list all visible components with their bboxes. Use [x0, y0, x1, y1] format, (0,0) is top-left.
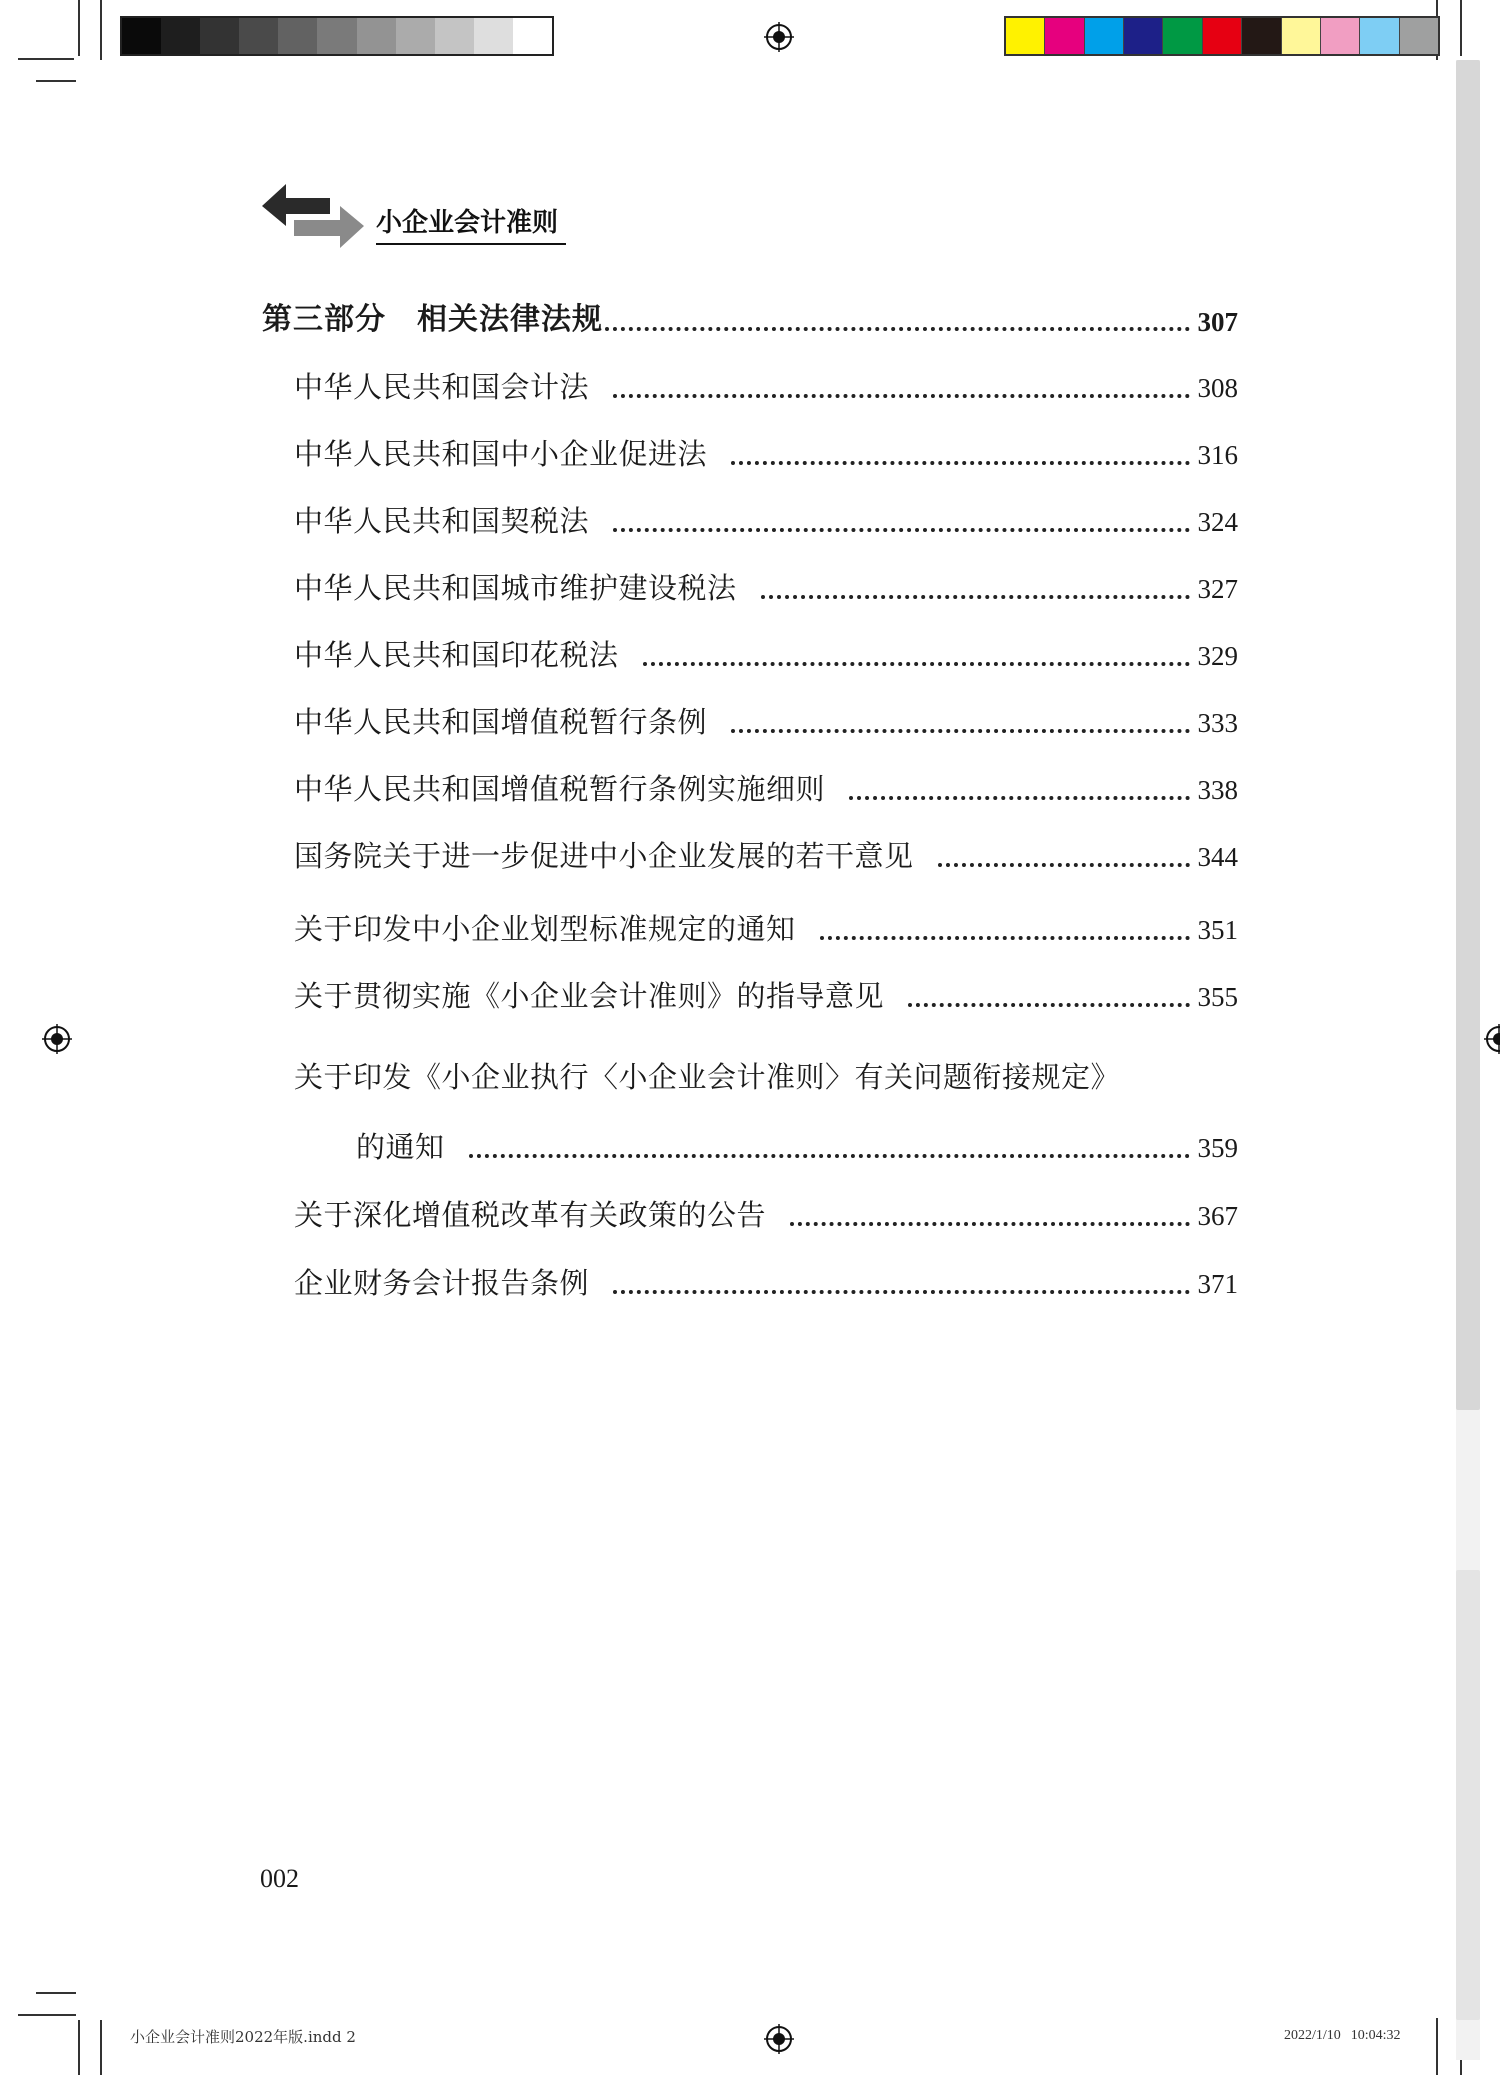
crop-mark — [100, 2020, 102, 2075]
color-swatch — [1282, 18, 1321, 54]
toc-entry-title: 中华人民共和国增值税暂行条例 — [294, 705, 708, 739]
toc-page-number: 308 — [1197, 373, 1238, 404]
crop-mark — [36, 80, 76, 82]
toc-entry[interactable] — [294, 1266, 1238, 1301]
gray-swatch — [161, 18, 200, 54]
gray-swatch — [357, 18, 396, 54]
toc-page-number: 333 — [1197, 708, 1238, 739]
double-arrow-icon — [258, 180, 368, 252]
color-swatch — [1400, 18, 1438, 54]
toc-leader-dots — [613, 394, 1189, 398]
toc-leader-dots — [643, 662, 1190, 666]
toc-entry[interactable] — [294, 979, 1238, 1014]
running-header-title: 小企业会计准则 — [376, 202, 566, 245]
toc-page-number: 367 — [1197, 1201, 1238, 1232]
color-swatch — [1124, 18, 1163, 54]
toc-entry-title: 关于深化增值税改革有关政策的公告 — [294, 1198, 767, 1232]
toc-entry-title: 中华人民共和国印花税法 — [294, 638, 619, 672]
scrollbar-thumb[interactable] — [1456, 60, 1480, 1410]
color-swatch — [1085, 18, 1124, 54]
toc-entry-title-line1: 关于印发《小企业执行〈小企业会计准则〉有关问题衔接规定》 — [294, 1060, 1121, 1094]
toc-page-number: 351 — [1197, 915, 1238, 946]
gray-swatch — [200, 18, 239, 54]
toc-page-number: 371 — [1197, 1269, 1238, 1300]
toc-entry[interactable] — [294, 638, 1238, 673]
toc-leader-dots — [820, 936, 1190, 940]
gray-swatch — [513, 18, 552, 54]
toc-entry[interactable] — [294, 912, 1238, 947]
gray-swatch — [122, 18, 161, 54]
gray-swatch — [278, 18, 317, 54]
toc-page-number: 327 — [1197, 574, 1238, 605]
toc-leader-dots — [790, 1222, 1189, 1226]
toc-leader-dots — [938, 863, 1190, 867]
toc-leader-dots — [849, 796, 1189, 800]
toc-entry-title: 中华人民共和国增值税暂行条例实施细则 — [294, 772, 826, 806]
crop-mark — [18, 58, 74, 60]
toc-page-number: 338 — [1197, 775, 1238, 806]
color-swatch — [1242, 18, 1281, 54]
toc-entry-title: 中华人民共和国中小企业促进法 — [294, 437, 708, 471]
toc-page-number: 359 — [1197, 1133, 1238, 1164]
color-swatch — [1006, 18, 1045, 54]
toc-section-heading — [262, 302, 1238, 338]
toc-leader-dots — [731, 729, 1189, 733]
toc-section-title: 第三部分 相关法律法规 — [262, 302, 603, 337]
toc-entry[interactable] — [294, 839, 1238, 874]
registration-mark-icon — [42, 1024, 72, 1054]
gray-swatch — [396, 18, 435, 54]
color-swatch — [1321, 18, 1360, 54]
timestamp-slug — [1284, 2028, 1401, 2044]
toc-entry-title: 中华人民共和国城市维护建设税法 — [294, 571, 737, 605]
color-swatch — [1045, 18, 1084, 54]
toc-entry-title: 国务院关于进一步促进中小企业发展的若干意见 — [294, 839, 914, 873]
toc-page-number: 307 — [1197, 306, 1238, 337]
crop-mark — [78, 2020, 80, 2075]
toc-leader-dots — [605, 327, 1190, 331]
toc-page-number: 316 — [1197, 440, 1238, 471]
toc-entry[interactable] — [294, 705, 1238, 740]
toc-leader-dots — [908, 1003, 1189, 1007]
gray-swatch — [474, 18, 513, 54]
toc-page-number: 355 — [1197, 982, 1238, 1013]
toc-entry[interactable] — [294, 370, 1238, 405]
toc-entry[interactable] — [294, 571, 1238, 606]
gray-swatch — [317, 18, 356, 54]
toc-leader-dots — [469, 1154, 1190, 1158]
toc-entry-title: 关于印发中小企业划型标准规定的通知 — [294, 912, 796, 946]
registration-mark-icon — [1484, 1024, 1500, 1054]
crop-mark — [78, 0, 80, 56]
page-number: 002 — [260, 1864, 299, 1893]
registration-mark-icon — [764, 22, 794, 52]
color-swatch — [1203, 18, 1242, 54]
toc-entry[interactable] — [294, 772, 1238, 807]
toc-entry-title: 企业财务会计报告条例 — [294, 1266, 590, 1300]
toc-page-number: 324 — [1197, 507, 1238, 538]
file-slug: 小企业会计准则2022年版.indd 2 — [130, 2028, 356, 2046]
grayscale-control-bar — [120, 16, 554, 56]
toc-leader-dots — [731, 461, 1189, 465]
slug-date: 2022/1/10 — [1284, 2028, 1341, 2043]
toc-entry-title: 的通知 — [356, 1130, 445, 1164]
crop-mark — [1460, 0, 1462, 56]
toc-entry[interactable] — [356, 1130, 1238, 1165]
gray-swatch — [435, 18, 474, 54]
toc-page-number: 344 — [1197, 842, 1238, 873]
crop-mark — [100, 0, 102, 60]
color-swatch — [1163, 18, 1202, 54]
registration-mark-icon — [764, 2024, 794, 2054]
gray-swatch — [239, 18, 278, 54]
crop-mark — [36, 1992, 76, 1994]
toc-leader-dots — [761, 595, 1190, 599]
toc-entry-title: 中华人民共和国契税法 — [294, 504, 590, 538]
color-swatch — [1360, 18, 1399, 54]
crop-mark — [1436, 2018, 1438, 2075]
scrollbar-lower-region — [1456, 1570, 1480, 2020]
toc-leader-dots — [613, 1290, 1189, 1294]
crop-mark — [18, 2014, 76, 2016]
toc-page-number: 329 — [1197, 641, 1238, 672]
color-control-bar — [1004, 16, 1440, 56]
toc-entry-title: 关于贯彻实施《小企业会计准则》的指导意见 — [294, 979, 885, 1013]
toc-entry[interactable] — [294, 504, 1238, 539]
slug-time: 10:04:32 — [1350, 2028, 1401, 2043]
toc-entry[interactable] — [294, 1198, 1238, 1233]
toc-leader-dots — [613, 528, 1189, 532]
toc-entry[interactable] — [294, 437, 1238, 472]
toc-entry-title: 中华人民共和国会计法 — [294, 370, 590, 404]
